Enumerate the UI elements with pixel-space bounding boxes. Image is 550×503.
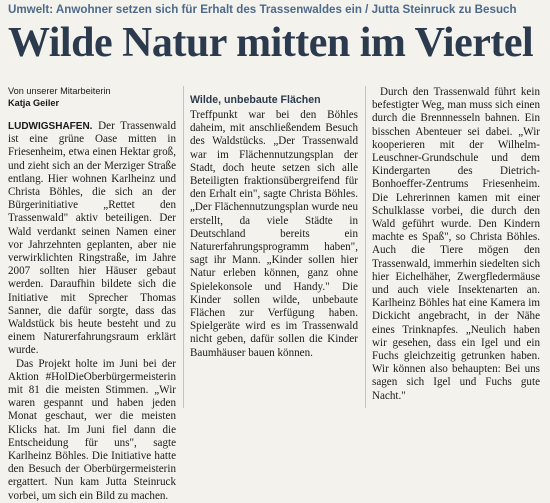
paragraph: Durch den Trassenwald führt kein befestigter Weg, man muss sich einen durch die Brennnesseln bahnen. Ein bisschen Abenteuer sei dabei. „Wir kooperieren mit der Wilhelm-Leuschner-Grundschule und dem Kindergarten des Dietrich-Bonhoeffer-Zentrums Friesenheim. Die Lehrerinnen kamen mit einer Schulklasse vorbei, die durch den Wald geführt wurde. Den Kindern machte es Spaß", so Christa Böhles. Auch die Tiere mögen den Trassenwald, immerhin siedelten sich hier Eichelhäher, Zwergfledermäuse und auch viele Insektenarten an. Karlheinz Böhles hat eine Kamera im Dickicht angebracht, in der Nähe eines Trinknapfes. „Neulich haben wir gesehen, dass ein Igel und ein Fuchs gleichzeitig getrunken haben. Wir können also behaupten: Bei uns sagen sich Igel und Fuchs gute Nacht." <box>372 86 540 402</box>
kicker-label: Umwelt: <box>8 3 54 16</box>
article-column-1 <box>8 120 176 502</box>
byline-prefix: Von unserer Mitarbeiterin <box>8 86 111 96</box>
paragraph-text: Der Trassenwald ist eine grüne Oase mitten in Friesenheim, etwa einen Hektar groß, und zieht sich an der Merziger Straße entlang. Hier wohnen Karlheinz und Christa Böhles, die sich an der Bürgerinitiative „Rettet den Trassenwald" aktiv beteiligen. Der Wald verdankt seinen Namen einer vor Jahrzehnten geplanten, aber nie verwirklichten Ringstraße, im Jahre 2007 sollten hier Häuser gebaut werden. Daraufhin bildete sich die Initiative mit Sprecher Thomas Sanner, die dafür sorgte, dass das Waldstück bis heute besteht und zu einem Naturerfahrungsraum erklärt wurde. <box>8 120 176 357</box>
article-column-3 <box>372 86 540 403</box>
column-divider <box>183 86 184 408</box>
byline-author: Katja Geiler <box>8 98 60 108</box>
kicker-text: Anwohner setzen sich für Erhalt des Trassenwaldes ein / Jutta Steinruck zu Besuch <box>55 3 517 16</box>
article-headline: Wilde Natur mitten im Viertel <box>8 20 534 66</box>
article-kicker <box>8 3 548 17</box>
article-column-2 <box>190 86 358 360</box>
byline <box>8 85 178 109</box>
paragraph: Das Projekt holte im Juni bei der Aktion #HolDieOberbürgermeisterin mit 81 die meisten Stimmen. „Wir waren gespannt und haben jeden Monat geschaut, wer die meisten Klicks hat. Im Juni fiel dann die Entscheidung für uns", sagte Karlheinz Böhles. Die Initiative hatte den Besuch der Oberbürgermeisterin ergattert. Nun kam Jutta Steinruck vorbei, um sich ein Bild zu machen. <box>8 357 176 502</box>
paragraph: Treffpunkt war bei den Böhles daheim, mit anschließendem Besuch des Waldstücks. „Der Trassenwald war im Flächennutzungsplan der Stadt, doch heute setzen sich alle Beteiligten fraktionsübergreifend für den Erhalt ein", sagte Christa Böhles. „Der Flächennutzungsplan wurde neu erstellt, da viele Städte in Deutschland bereits ein Naturerfahrungsprogramm haben", sagt ihr Mann. „Kinder sollen hier Natur erleben können, ganz ohne Spielekonsole und Handy." Die Kinder sollen wilde, unbebaute Flächen zur Verfügung haben. Spielgeräte wird es im Trassenwald nicht geben, dafür sollen die Kinder Baumhäuser bauen können. <box>190 109 358 359</box>
dateline: LUDWIGSHAFEN. <box>8 121 93 132</box>
subheading: Wilde, unbebaute Flächen <box>190 94 321 106</box>
paragraph <box>8 120 176 358</box>
column-divider <box>365 86 366 408</box>
